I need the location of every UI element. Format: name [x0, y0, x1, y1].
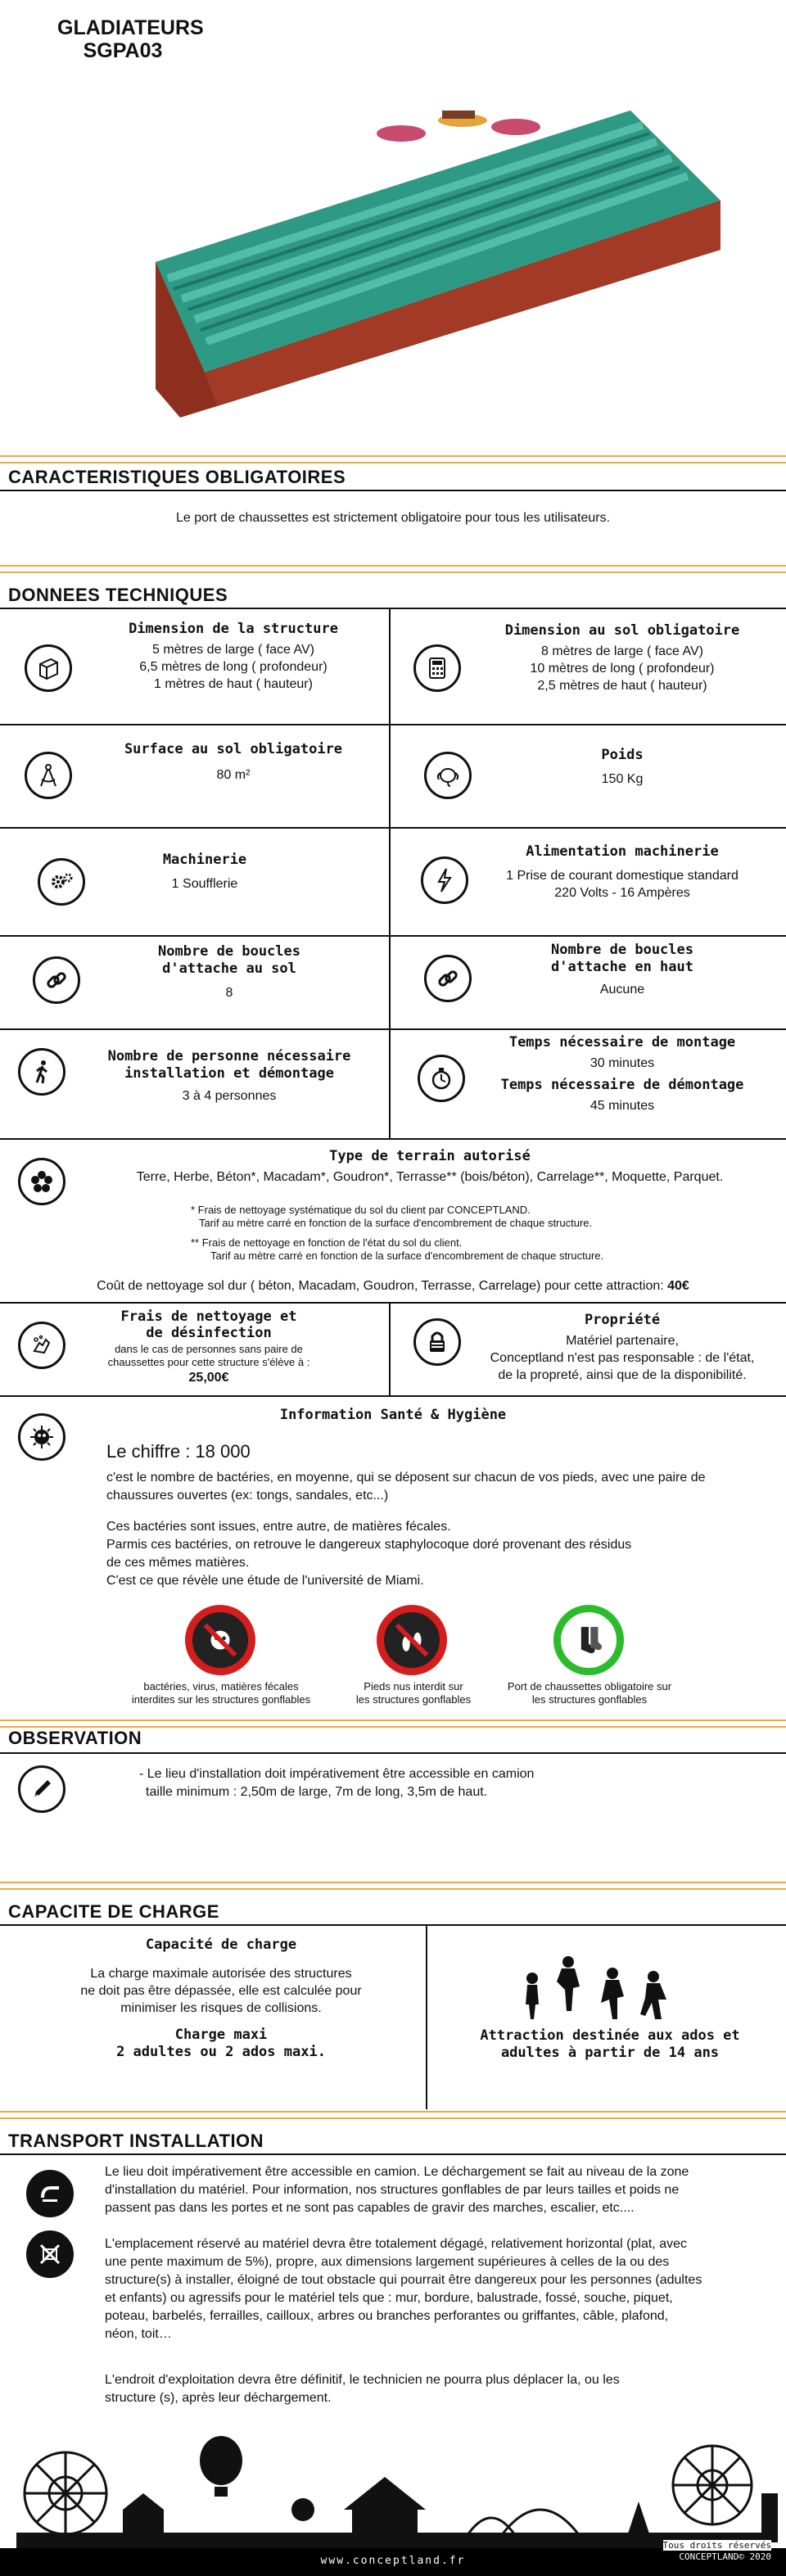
measure-calculator-icon [413, 644, 461, 692]
truck-access-icon [26, 2170, 74, 2217]
transport-paragraph-2: L'emplacement réservé au matériel devra être totalement dégagé, relativement horizontal (plat, avec une pente maximum de 5%), propre, aux dimensions largement supérieures à celles de la ou des structure(s) à installer, éloigné de tout obstacle qui pourrait être dangereux pour les personnes (adultes et enfants) ou agressifs pour le matériel tels que : mur, bordure, balustrade, fossé, souche, piquet, poteau, barbelés, ferrailles, cailloux, arbres ou branches perforantes ou griffantes, câble, plafond, néon, toit… [105, 2237, 702, 2341]
elephant-weight-icon [424, 752, 472, 799]
terrain-section: Type de terrain autorisé Terre, Herbe, Béton*, Macadam*, Goudron*, Terrasse** (bois/béton), Carrelage**, Moquette, Parquet. [136, 1148, 724, 1184]
section-title-observation: OBSERVATION [8, 1728, 142, 1748]
gears-icon [38, 858, 85, 906]
bacteria-paragraph-1: c'est le nombre de bactéries, en moyenne, qui se déposent sur chacun de vos pieds, avec une paire de chaussures ouvertes (ex: tongs, sandales, etc...) [106, 1471, 706, 1503]
transport-paragraph-1: Le lieu doit impérativement être accessible en camion. Le déchargement se fait au niveau de la zone d'installation du matériel. Pour information, nos structures gonflables de par leurs tailles et poids ne passent pas dans les portes et ne sont pas capables de gravir des marches, escalier, etc.... [105, 2165, 689, 2215]
section-title-donnees: DONNEES TECHNIQUES [8, 585, 228, 605]
section-title-caracteristiques: CARACTERISTIQUES OBLIGATOIRES [8, 467, 346, 487]
no-bare-feet-caption: Pieds nus interdit sur les structures gonflables [355, 1680, 472, 1706]
footer-bar [0, 2540, 786, 2576]
product-image [156, 111, 720, 418]
no-bacteria-icon [185, 1605, 255, 1675]
socks-required-caption: Port de chaussettes obligatoire sur les structures gonflables [507, 1680, 672, 1706]
weight-cell: Poids 150 Kg [601, 747, 644, 786]
target-age-text: Attraction destinée aux ados et adultes à partir de 14 ans [480, 2027, 740, 2061]
surface-cell: Surface au sol obligatoire 80 m² [124, 741, 343, 782]
no-bacteria-caption: bactéries, virus, matières fécales interdites sur les structures gonflables [131, 1680, 311, 1706]
cleaning-fee-cell: Frais de nettoyage et de désinfection dans le cas de personnes sans paire de chaussettes pour cette structure s'élève à : 25,00€ [107, 1308, 310, 1385]
observation-text: - Le lieu d'installation doit impérativement être accessible en camion taille minimum : 2,50m de large, 7m de long, 3,5m de haut. [139, 1767, 535, 1799]
compass-icon [25, 752, 72, 799]
funfair-skyline-illustration [0, 2436, 786, 2551]
chain-link-icon-2 [424, 955, 472, 1002]
stopwatch-icon [418, 1055, 465, 1102]
pen-icon [18, 1765, 66, 1813]
chain-link-icon [33, 956, 80, 1004]
transport-paragraph-3: L'endroit d'exploitation devra être définitif, le technicien ne pourra plus déplacer la, ou les structure (s), après leur déchargement. [105, 2373, 620, 2405]
footer-url[interactable]: www.conceptland.fr [320, 2555, 466, 2567]
socks-required-icon [553, 1605, 624, 1675]
socks-requirement-text: Le port de chaussettes est strictement obligatoire pour tous les utilisateurs. [175, 511, 611, 525]
health-heading: Information Santé & Hygiène [279, 1407, 507, 1423]
no-bare-feet-icon [377, 1605, 447, 1675]
washing-hands-icon [18, 1322, 66, 1369]
setup-time-cell: Temps nécessaire de montage 30 minutes Temps nécessaire de démontage 45 minutes [500, 1034, 744, 1113]
no-obstacle-icon [26, 2230, 74, 2278]
staff-cell: Nombre de personne nécessaire installation et démontage 3 à 4 personnes [107, 1048, 351, 1103]
machinery-cell: Machinerie 1 Soufflerie [162, 852, 247, 891]
footer-rights-top: Tous droits réservés [662, 2540, 771, 2551]
section-title-transport: TRANSPORT INSTALLATION [8, 2131, 264, 2151]
teens-silhouettes-icon [514, 1954, 678, 2022]
padlock-icon [413, 1318, 461, 1366]
section-title-capacite: CAPACITE DE CHARGE [8, 1901, 219, 1922]
bacteria-count: Le chiffre : 18 000 [106, 1441, 251, 1462]
ownership-cell: Propriété Matériel partenaire, Conceptland n'est pas responsable : de l'état, de la propreté, ainsi que de la disponibilité. [490, 1312, 755, 1382]
terrain-note-1: * Frais de nettoyage systématique du sol du client par CONCEPTLAND. Tarif au mètre carré en fonction de la surface d'encombrement de chaque structure. [191, 1204, 593, 1229]
page-title: GLADIATEURS SGPA03 [57, 16, 204, 62]
lightning-icon [421, 856, 468, 904]
cube-dimension-icon [25, 644, 72, 692]
terrain-note-2: ** Frais de nettoyage en fonction de l'état du sol du client. Tarif au mètre carré en fonction de la surface d'encombrement de chaque structure. [191, 1236, 604, 1262]
walking-person-icon [18, 1048, 66, 1096]
ground-loops-cell: Nombre de boucles d'attache au sol 8 [158, 943, 300, 1000]
bacteria-paragraph-2: Ces bactéries sont issues, entre autre, de matières fécales. Parmis ces bactéries, on retrouve le dangereux staphylocoque doré provenant des résidus de ces mêmes matières. C'est ce que révèle une étude de l'université de Miami. [106, 1520, 632, 1588]
load-capacity-cell: Capacité de charge La charge maximale autorisée des structures ne doit pas être dépassée, elle est calculée pour minimiser les risques de collisions. Charge maxi 2 adultes ou 2 ados maxi. [80, 1937, 362, 2060]
structure-dimension-cell: Dimension de la structure 5 mètres de large ( face AV) 6,5 mètres de long ( profondeur) 1 mètres de haut ( hauteur) [129, 621, 338, 691]
power-cell: Alimentation machinerie 1 Prise de courant domestique standard 220 Volts - 16 Ampères [506, 843, 739, 900]
cleaning-cost-text: Coût de nettoyage sol dur ( béton, Macadam, Goudron, Terrasse, Carrelage) pour cette attraction: 40€ [97, 1279, 689, 1293]
ground-dimension-cell: Dimension au sol obligatoire 8 mètres de large ( face AV) 10 mètres de long ( profondeur) 2,5 mètres de haut ( hauteur) [504, 622, 740, 693]
flower-icon [18, 1158, 66, 1205]
footer-rights-bottom: CONCEPTLAND© 2020 [679, 2551, 771, 2562]
top-loops-cell: Nombre de boucles d'attache en haut Aucune [551, 942, 693, 997]
